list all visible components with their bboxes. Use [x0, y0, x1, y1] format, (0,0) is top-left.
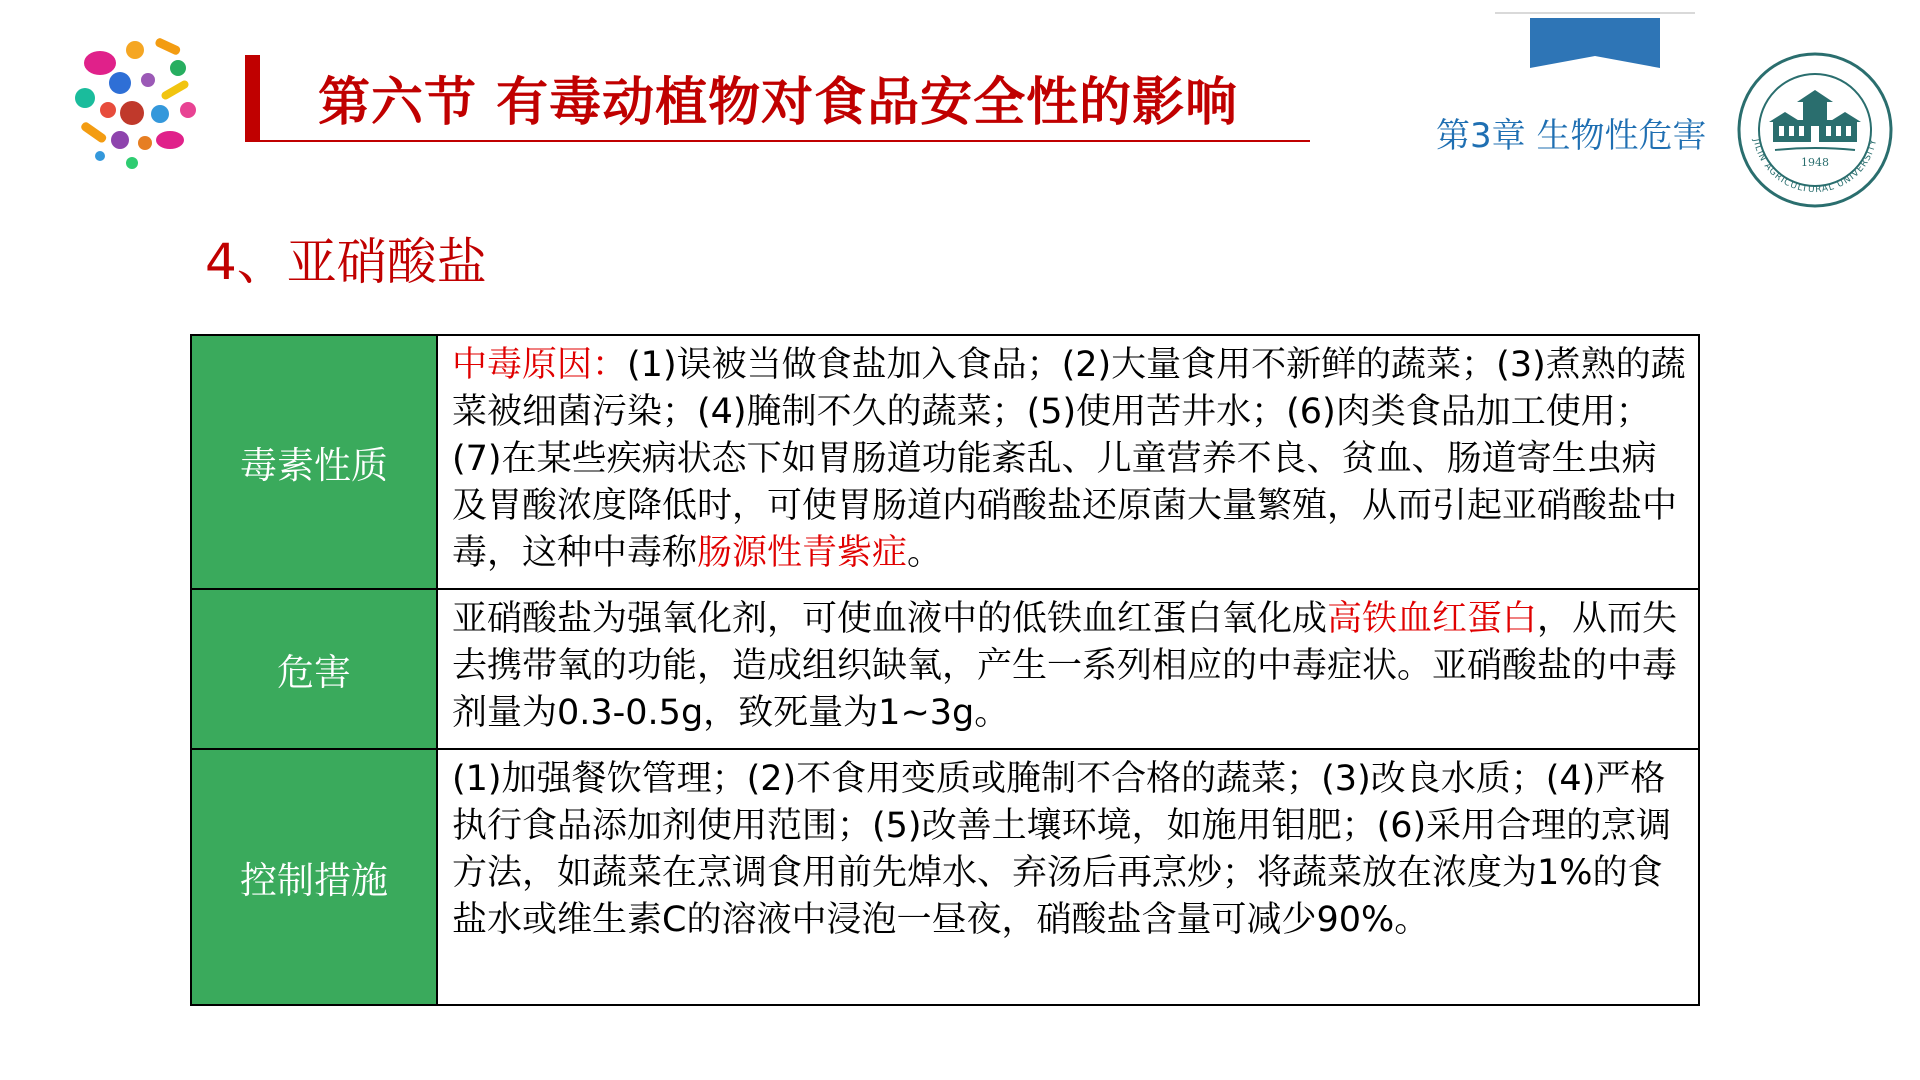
row-content-properties — [437, 335, 1699, 589]
row-content-hazard — [437, 589, 1699, 749]
chapter-label: 第3章 生物性危害 — [1436, 116, 1707, 156]
seal-text: JILIN AGRICULTURAL UNIVERSITY — [1750, 137, 1880, 196]
top-divider — [1495, 12, 1695, 14]
chapter-tab-icon — [1530, 18, 1660, 68]
poisoning-cause-label: 中毒原因： — [452, 345, 628, 385]
row-content-control — [437, 749, 1699, 1005]
seal-year: 1948 — [1801, 156, 1829, 169]
poisoning-cause-text: (1)误被当做食盐加入食品；(2)大量食用不新鲜的蔬菜；(3)煮熟的蔬菜被细菌污染；(4)腌制不久的蔬菜；(5)使用苦井水；(6)肉类食品加工使用；(7)在某些疾病状态下如胃肠道功能紊乱、儿童营养不良、贫血、肠道寄生虫病及胃酸浓度降低时，可使胃肠道内硝酸盐还原菌大量繁殖，从而引起亚硝酸盐中毒，这种中毒称 — [452, 345, 1686, 573]
university-seal-icon — [1735, 50, 1895, 210]
page-title: 第六节 有毒动植物对食品安全性的影响 — [318, 73, 1239, 133]
nitrite-info-table — [190, 334, 1700, 1006]
table-row-hazard — [191, 589, 1699, 749]
row-label-hazard: 危害 — [191, 589, 437, 749]
hazard-text-end: ，从而失去携带氧的功能，造成组织缺氧，产生一系列相应的中毒症状。亚硝酸盐的中毒剂量为0.3-0.5g，致死量为1~3g。 — [452, 599, 1678, 733]
table-row-properties — [191, 335, 1699, 589]
properties-end: 。 — [907, 533, 943, 573]
section-heading: 4、亚硝酸盐 — [205, 233, 487, 291]
methemoglobin-term: 高铁血红蛋白 — [1327, 599, 1538, 639]
title-underline — [245, 140, 1310, 142]
microbes-cluster-icon — [60, 28, 210, 178]
table-row-control — [191, 749, 1699, 1005]
hazard-text-start: 亚硝酸盐为强氧化剂，可使血液中的低铁血红蛋白氧化成 — [452, 599, 1328, 639]
title-accent-bar — [245, 55, 260, 140]
control-measures-text: (1)加强餐饮管理；(2)不食用变质或腌制不合格的蔬菜；(3)改良水质；(4)严格执行食品添加剂使用范围；(5)改善土壤环境，如施用钼肥；(6)采用合理的烹调方法，如蔬菜在烹调食用前先焯水、弃汤后再烹炒；将蔬菜放在浓度为1%的食盐水或维生素C的溶液中浸泡一昼夜，硝酸盐含量可减少90%。 — [452, 759, 1672, 940]
row-label-properties: 毒素性质 — [191, 335, 437, 589]
enterogenous-cyanosis-term: 肠源性青紫症 — [697, 533, 908, 573]
row-label-control: 控制措施 — [191, 749, 437, 1005]
